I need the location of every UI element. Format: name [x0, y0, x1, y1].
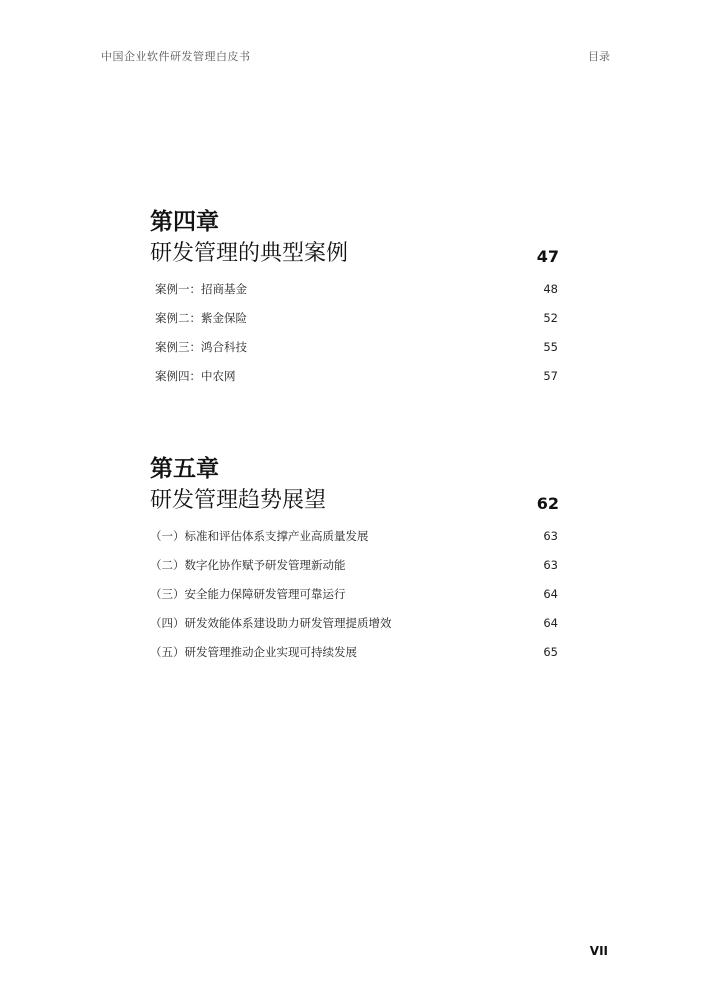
toc-entry[interactable] [150, 333, 560, 362]
toc-entry-title: （二）数字化协作赋予研发管理新动能 [150, 558, 346, 573]
toc-entry[interactable] [150, 551, 560, 580]
toc-entry-page: 65 [543, 644, 558, 659]
toc-entry[interactable] [150, 608, 560, 637]
running-header-title: 中国企业软件研发管理白皮书 [101, 50, 251, 63]
chapter-title-row[interactable] [150, 484, 560, 516]
chapter-5-section [150, 454, 560, 666]
page-number: VII [589, 944, 608, 958]
toc-entry[interactable] [150, 361, 560, 390]
toc-entry-title: 案例二：紫金保险 [155, 311, 247, 326]
chapter-title-row[interactable] [150, 237, 560, 269]
toc-entry[interactable] [150, 304, 560, 333]
chapter-title: 研发管理的典型案例 [150, 241, 349, 266]
chapter-4-section [150, 207, 560, 390]
toc-entry-page: 55 [543, 339, 558, 354]
toc-entry[interactable] [150, 580, 560, 609]
chapter-page-number: 47 [536, 247, 559, 266]
toc-entry-title: （一）标准和评估体系支撑产业高质量发展 [150, 529, 369, 544]
toc-entry-page: 64 [543, 615, 558, 630]
toc-entry-title: （五）研发管理推动企业实现可持续发展 [150, 644, 357, 659]
toc-entry-page: 48 [543, 282, 558, 297]
chapter-page-number: 62 [536, 494, 559, 513]
chapter-title: 研发管理趋势展望 [150, 488, 327, 513]
toc-entry-page: 63 [543, 558, 558, 573]
toc-entry[interactable] [150, 637, 560, 666]
toc-entry-title: （三）安全能力保障研发管理可靠运行 [150, 586, 346, 601]
toc-entry[interactable] [150, 522, 560, 551]
running-header-section: 目录 [588, 50, 610, 63]
toc-entry-title: 案例一：招商基金 [155, 282, 247, 297]
toc-entry[interactable] [150, 275, 560, 304]
toc-entry-page: 52 [543, 311, 558, 326]
chapter-number: 第五章 [150, 456, 219, 482]
toc-entry-page: 57 [543, 368, 558, 383]
toc-entry-title: （四）研发效能体系建设助力研发管理提质增效 [150, 615, 392, 630]
toc-entry-page: 63 [543, 529, 558, 544]
toc-entry-page: 64 [543, 586, 558, 601]
chapter-number: 第四章 [150, 209, 219, 235]
toc-entry-title: 案例四：中农网 [155, 368, 236, 383]
toc-entry-title: 案例三：鸿合科技 [155, 339, 247, 354]
